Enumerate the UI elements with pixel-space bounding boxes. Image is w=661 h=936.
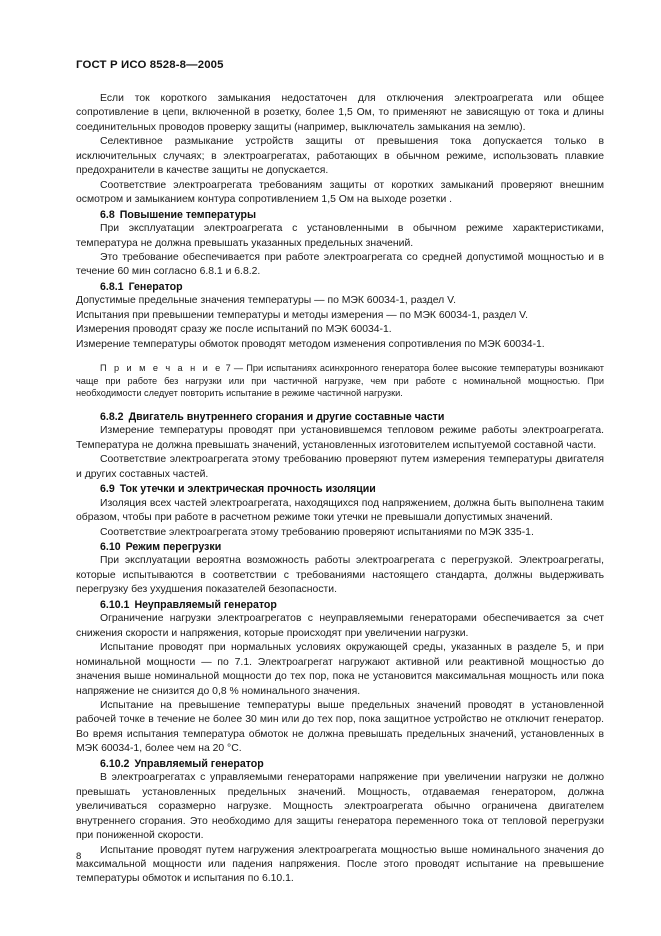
paragraph-selective-breaking: Селективное размыкание устройств защиты от превышения тока допускается только в исключительных случаях; в электроагрегатах, работающих в обычном режиме, использовать плавкие предохранители в качестве защиты не допускается. [76, 136, 604, 177]
paragraph-uncontrolled-generator-3: Испытание на превышение температуры выше предельных значений проводят в установленной рабочей точке в течение не более 30 мин или до тех пор, пока защитное устройство не отключит генератор. Во время испытания температура обмоток не должна превышать предельных значений, установленных в МЭК 60034-1, более чем на 20 °С. [76, 700, 604, 755]
note-number: 7 [225, 363, 231, 374]
paragraph-short-circuit-current: Если ток короткого замыкания недостаточен для отключения электроагрегата или общее сопротивление в цепи, включенной в розетку, более 1,5 Ом, то применяют не зависящую от тока и длины соединительных проводов проверку защиты (например, выключатель замыкания на землю). [76, 93, 604, 133]
paragraph-uncontrolled-generator-1: Ограничение нагрузки электроагрегатов с неуправляемыми генераторами обеспечивается за счет снижения скорости и напряжения, которые происходят при увеличении нагрузки. [76, 613, 604, 639]
paragraph-temperature-rise-1: При эксплуатации электроагрегата с установленными в обычном режиме характеристиками, температура не должна превышать указанных предельных значений. [76, 223, 604, 249]
heading-number: 6.10 [100, 541, 121, 554]
heading-6-10-2 [76, 757, 604, 771]
heading-number: 6.10.2 [100, 757, 130, 770]
heading-6-10-1 [76, 598, 604, 612]
paragraph-generator-tests: Испытания при превышении температуры и методы измерения — по МЭК 60034-1, раздел V. [76, 309, 529, 321]
paragraph-insulation-conformity: Соответствие электроагрегата этому требованию проверяют испытаниями по МЭК 335-1. [100, 526, 534, 538]
heading-title: Двигатель внутреннего сгорания и другие составные части [128, 410, 445, 423]
heading-number: 6.8.1 [100, 280, 124, 293]
paragraph-controlled-generator-2: Испытание проводят путем нагружения электроагрегата мощностью выше номинального значения до максимальной мощности или падения напряжения. После этого проводят испытание на превышение температуры обмоток и испытания по 6.10.1. [76, 844, 604, 885]
heading-number: 6.9 [100, 483, 115, 496]
heading-6-9 [76, 482, 604, 496]
paragraph-overload-mode: При эксплуатации вероятна возможность работы электроагрегата с перегрузкой. Электроагрегаты, которые испытываются в соответствии с требованиями настоящего стандарта, должны выдерживать перегрузку без ухудшения показателей безопасности. [76, 555, 604, 596]
heading-title: Ток утечки и электрическая прочность изоляции [119, 483, 376, 496]
note-spacer [76, 352, 604, 362]
page-number: 8 [76, 851, 82, 862]
heading-6-10 [76, 540, 604, 554]
paragraph-engine-conformity: Соответствие электроагрегата этому требованию проверяют путем измерения температуры двигателя и других составных частей. [76, 454, 604, 480]
note-label: П р и м е ч а н и е [100, 363, 223, 374]
paragraph-engine-temp-measurement: Измерение температуры проводят при установившемся тепловом режиме работы электроагрегата. Температура не должна превышать значений, установленных изготовителем испытуемой составной части. [76, 425, 604, 451]
paragraph-temperature-rise-2: Это требование обеспечивается при работе электроагрегата со средней допустимой мощностью и в течение 60 мин согласно 6.8.1 и 6.8.2. [76, 251, 604, 278]
paragraph-insulation: Изоляция всех частей электроагрегата, находящихся под напряжением, должна быть выполнена таким образом, чтобы при работе в расчетном режиме токи утечки не превышали допустимых значений. [76, 497, 604, 524]
note-spacer-after [76, 400, 604, 410]
heading-number: 6.8 [100, 208, 115, 221]
heading-title: Повышение температуры [119, 208, 256, 221]
heading-6-8-1 [76, 280, 604, 294]
note-7 [76, 362, 604, 400]
document-body [76, 92, 604, 887]
paragraph-conformity-short-circuit: Соответствие электроагрегата требованиям защиты от коротких замыканий проверяют внешним осмотром и замыканием контура сопротивлением 1,5 Ом на выходе розетки . [76, 179, 604, 206]
note-text: — При испытаниях асинхронного генератора более высокие температуры возникают чаще при работе без нагрузки или при частичной нагрузке, чем при работе с номинальной мощностью. При необходимости следует повторить испытание в режиме частичной нагрузки. [76, 363, 604, 399]
paragraph-controlled-generator-1: В электроагрегатах с управляемыми генераторами напряжение при увеличении нагрузки не должно превышать установленных предельных значений. Мощность, отдаваемая генератором, должна увеличиваться соразмерно нагрузке. Мощность электроагрегата обычно ограничена двигателем внутреннего сгорания. Это необходимо для защиты генератора переменного тока от тепловой перегрузки при пониженной скорости. [76, 772, 604, 842]
heading-6-8-2 [76, 410, 604, 424]
document-standard-header: ГОСТ Р ИСО 8528-8—2005 [76, 59, 224, 71]
heading-title: Управляемый генератор [134, 757, 264, 770]
page-content [76, 58, 604, 887]
heading-title: Неуправляемый генератор [134, 598, 277, 611]
paragraph-generator-measurements: Измерения проводят сразу же после испытаний по МЭК 60034-1. [76, 324, 392, 336]
heading-title: Генератор [128, 280, 183, 293]
paragraph-generator-limits: Допустимые предельные значения температуры — по МЭК 60034-1, раздел V. [76, 295, 456, 307]
heading-6-8 [76, 208, 604, 222]
heading-number: 6.8.2 [100, 410, 124, 423]
paragraph-generator-winding-temp: Измерение температуры обмоток проводят методом изменения сопротивления по МЭК 60034-1. [76, 338, 545, 350]
heading-title: Режим перегрузки [125, 541, 222, 554]
paragraph-uncontrolled-generator-2: Испытание проводят при нормальных условиях окружающей среды, указанных в разделе 5, и при номинальной мощности — по 7.1. Электроагрегат нагружают активной или реактивной мощностью до значения выше номинальной мощности до тех пор, пока не установится максимальная мощность или пока напряжение не снизится до 0,8 % номинального значения. [76, 642, 604, 697]
heading-number: 6.10.1 [100, 598, 130, 611]
